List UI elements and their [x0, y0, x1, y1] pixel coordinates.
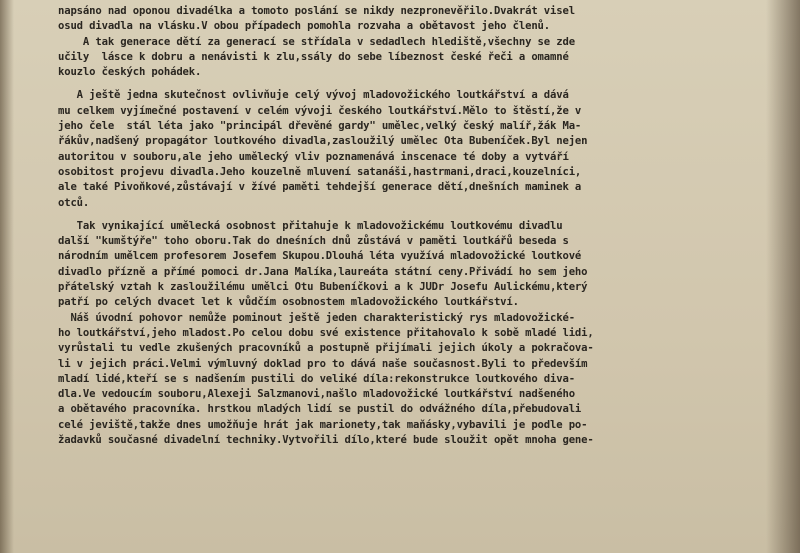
page-edge-shadow-left — [0, 0, 14, 553]
text-line: Tak vynikající umělecká osobnost přitahuje k mladovožickému loutkovému divadlu — [58, 219, 563, 232]
paragraph-2 — [58, 35, 778, 81]
text-line: dla.Ve vedoucím souboru,Alexeji Salzmanovi,našlo mladovožické loutkářství nadšeného — [58, 388, 575, 401]
text-line: vyrůstali tu vedle zkušených pracovníků a postupně přijímali jejich úkoly a pokračova- — [58, 342, 594, 355]
text-line: žadavků současné divadelní techniky.Vytvořili dílo,které bude sloužit opět mnoha gene- — [58, 434, 594, 447]
text-line: napsáno nad oponou divadélka a tomoto poslání se nikdy nezpronevěřilo.Dvakrát visel — [58, 5, 575, 17]
text-line: divadlo přízně a přímé pomoci dr.Jana Malíka,laureáta státní ceny.Přivádí ho sem jeho — [58, 265, 588, 278]
text-line: přátelský vztah k zasloužilému umělci Otu Bubeníčkovi a k JUDr Josefu Aulickému,který — [58, 281, 588, 294]
text-line: patří po celých dvacet let k vůdčím osobnostem mladovožického loutkářství. — [58, 296, 519, 309]
paragraph-1 — [58, 4, 778, 35]
text-line: li v jejich práci.Velmi výmluvný doklad pro to dává naše současnost.Byli to především — [58, 357, 588, 370]
text-line: osobitost projevu divadla.Jeho kouzelně mluvení satanáši,hastrmani,draci,kouzelníci, — [58, 165, 582, 178]
paragraph-3 — [58, 88, 778, 210]
text-line: kouzlo českých pohádek. — [58, 66, 202, 79]
text-line: autoritou v souboru,ale jeho umělecký vliv poznamenává inscenace té doby a vytváří — [58, 150, 569, 163]
text-line: jeho čele stál léta jako "principál dřevěné gardy" umělec,velký český malíř,žák Ma- — [58, 120, 582, 133]
text-line: ho loutkářství,jeho mladost.Po celou dobu své existence přitahovalo k sobě mladé lidi, — [58, 326, 594, 339]
text-line: celé jeviště,takže dnes umožňuje hrát jak marionety,tak maňásky,vybavili je podle po- — [58, 418, 588, 431]
document-body — [58, 4, 778, 448]
text-line: otců. — [58, 196, 90, 209]
text-line: mladí lidé,kteří se s nadšením pustili do veliké díla:rekonstrukce loutkového diva- — [58, 372, 575, 385]
text-line: a obětavého pracovníka. hrstkou mladých lidí se pustil do odvážného díla,přebudovali — [58, 403, 582, 416]
text-line: Náš úvodní pohovor nemůže pominout ještě jeden charakteristický rys mladovožické- — [58, 311, 575, 324]
text-line: národním umělcem profesorem Josefem Skupou.Dlouhá léta využívá mladovožické loutkové — [58, 250, 582, 263]
text-line: další "kumštýře" toho oboru.Tak do dneśních dnů zůstává v paměti loutkářů beseda s — [58, 235, 569, 248]
text-line: mu celkem vyjímečné postavení v celém vývoji českého loutkářství.Mělo to štěstí,že v — [58, 104, 582, 117]
text-line: učily lásce k dobru a nenávisti k zlu,ssály do sebe líbeznost české řeči a omamné — [58, 50, 569, 63]
text-line: A tak generace dětí za generací se střídala v sedadlech hlediště,všechny se zde — [58, 35, 575, 48]
text-line: A ještě jedna skutečnost ovlivňuje celý vývoj mladovožického loutkářství a dává — [58, 89, 569, 102]
paragraph-4 — [58, 219, 778, 448]
text-line: osud divadla na vlásku.V obou případech pomohla rozvaha a obětavost jeho členů. — [58, 20, 551, 33]
text-line: ale také Pivoňkové,zůstávají v žívé paměti tehdejší generace dětí,dnešních maminek a — [58, 181, 582, 194]
text-line: řákův,nadšený propagátor loutkového divadla,zasloužilý umělec Ota Bubeníček.Byl nejen — [58, 135, 588, 148]
